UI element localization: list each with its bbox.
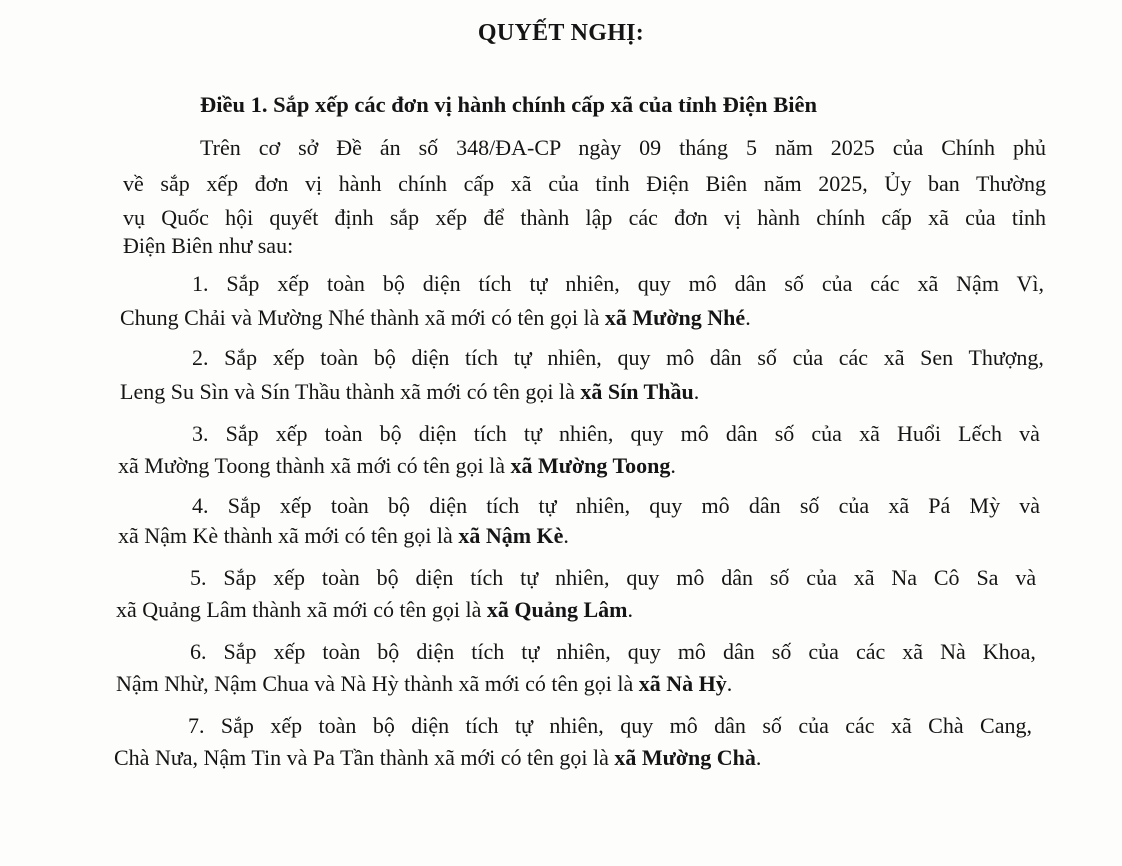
- item-6-new-name: xã Nà Hỳ: [638, 671, 727, 696]
- item-6-period: .: [726, 671, 733, 696]
- item-3-period: .: [670, 453, 676, 478]
- item-6-text: Nậm Nhừ, Nậm Chua và Nà Hỳ thành xã mới có tên gọi là: [116, 671, 639, 696]
- item-4-new-name: xã Nậm Kè: [458, 523, 564, 548]
- item-1-new-name: xã Mường Nhé: [604, 305, 746, 330]
- intro-line-1: Trên cơ sở Đề án số 348/ĐA-CP ngày 09 tháng 5 năm 2025 của Chính phủ: [200, 135, 1047, 160]
- item-3-line-2: [118, 452, 676, 480]
- item-7-new-name: xã Mường Chà: [614, 745, 756, 770]
- item-5-line-1: 5. Sắp xếp toàn bộ diện tích tự nhiên, quy mô dân số của xã Na Cô Sa và: [190, 565, 1037, 590]
- item-2-period: .: [693, 379, 700, 404]
- item-4-period: .: [563, 523, 569, 548]
- item-7-line-1: 7. Sắp xếp toàn bộ diện tích tự nhiên, quy mô dân số của các xã Chà Cang,: [188, 713, 1032, 738]
- item-2-new-name: xã Sín Thầu: [580, 379, 694, 404]
- item-5-line-2: [116, 596, 633, 624]
- item-2-line-2: [120, 378, 699, 406]
- item-1-line-1: 1. Sắp xếp toàn bộ diện tích tự nhiên, quy mô dân số của các xã Nậm Vì,: [192, 271, 1044, 296]
- item-5-period: .: [627, 597, 633, 622]
- item-7-line-2: [114, 744, 761, 772]
- item-6-line-2: [116, 670, 732, 698]
- item-4-text: xã Nậm Kè thành xã mới có tên gọi là: [118, 523, 459, 548]
- item-2-line-1: 2. Sắp xếp toàn bộ diện tích tự nhiên, quy mô dân số của các xã Sen Thượng,: [192, 345, 1044, 370]
- item-7-period: .: [755, 745, 762, 770]
- resolution-heading: QUYẾT NGHỊ:: [477, 20, 645, 46]
- intro-line-2: về sắp xếp đơn vị hành chính cấp xã của tỉnh Điện Biên năm 2025, Ủy ban Thường: [123, 171, 1046, 196]
- item-3-line-1: 3. Sắp xếp toàn bộ diện tích tự nhiên, quy mô dân số của xã Huổi Lếch và: [192, 421, 1040, 446]
- item-1-text: Chung Chải và Mường Nhé thành xã mới có tên gọi là: [120, 305, 605, 330]
- item-5-new-name: xã Quảng Lâm: [486, 597, 628, 622]
- item-1-line-2: [120, 304, 751, 332]
- item-7-text: Chà Nưa, Nậm Tin và Pa Tần thành xã mới có tên gọi là: [114, 745, 615, 770]
- item-1-period: .: [745, 305, 751, 330]
- item-3-new-name: xã Mường Toong: [510, 453, 671, 478]
- item-5-text: xã Quảng Lâm thành xã mới có tên gọi là: [116, 597, 487, 622]
- item-6-line-1: 6. Sắp xếp toàn bộ diện tích tự nhiên, quy mô dân số của các xã Nà Khoa,: [190, 639, 1036, 664]
- item-4-line-1: 4. Sắp xếp toàn bộ diện tích tự nhiên, quy mô dân số của xã Pá Mỳ và: [192, 493, 1041, 518]
- intro-line-4: Điện Biên như sau:: [123, 233, 294, 258]
- item-3-text: xã Mường Toong thành xã mới có tên gọi là: [118, 453, 511, 478]
- item-2-text: Leng Su Sìn và Sín Thầu thành xã mới có tên gọi là: [120, 379, 581, 404]
- intro-line-3: vụ Quốc hội quyết định sắp xếp để thành lập các đơn vị hành chính cấp xã của tỉnh: [123, 205, 1047, 230]
- article-1-title: Điều 1. Sắp xếp các đơn vị hành chính cấp xã của tỉnh Điện Biên: [200, 92, 817, 117]
- item-4-line-2: [118, 522, 569, 550]
